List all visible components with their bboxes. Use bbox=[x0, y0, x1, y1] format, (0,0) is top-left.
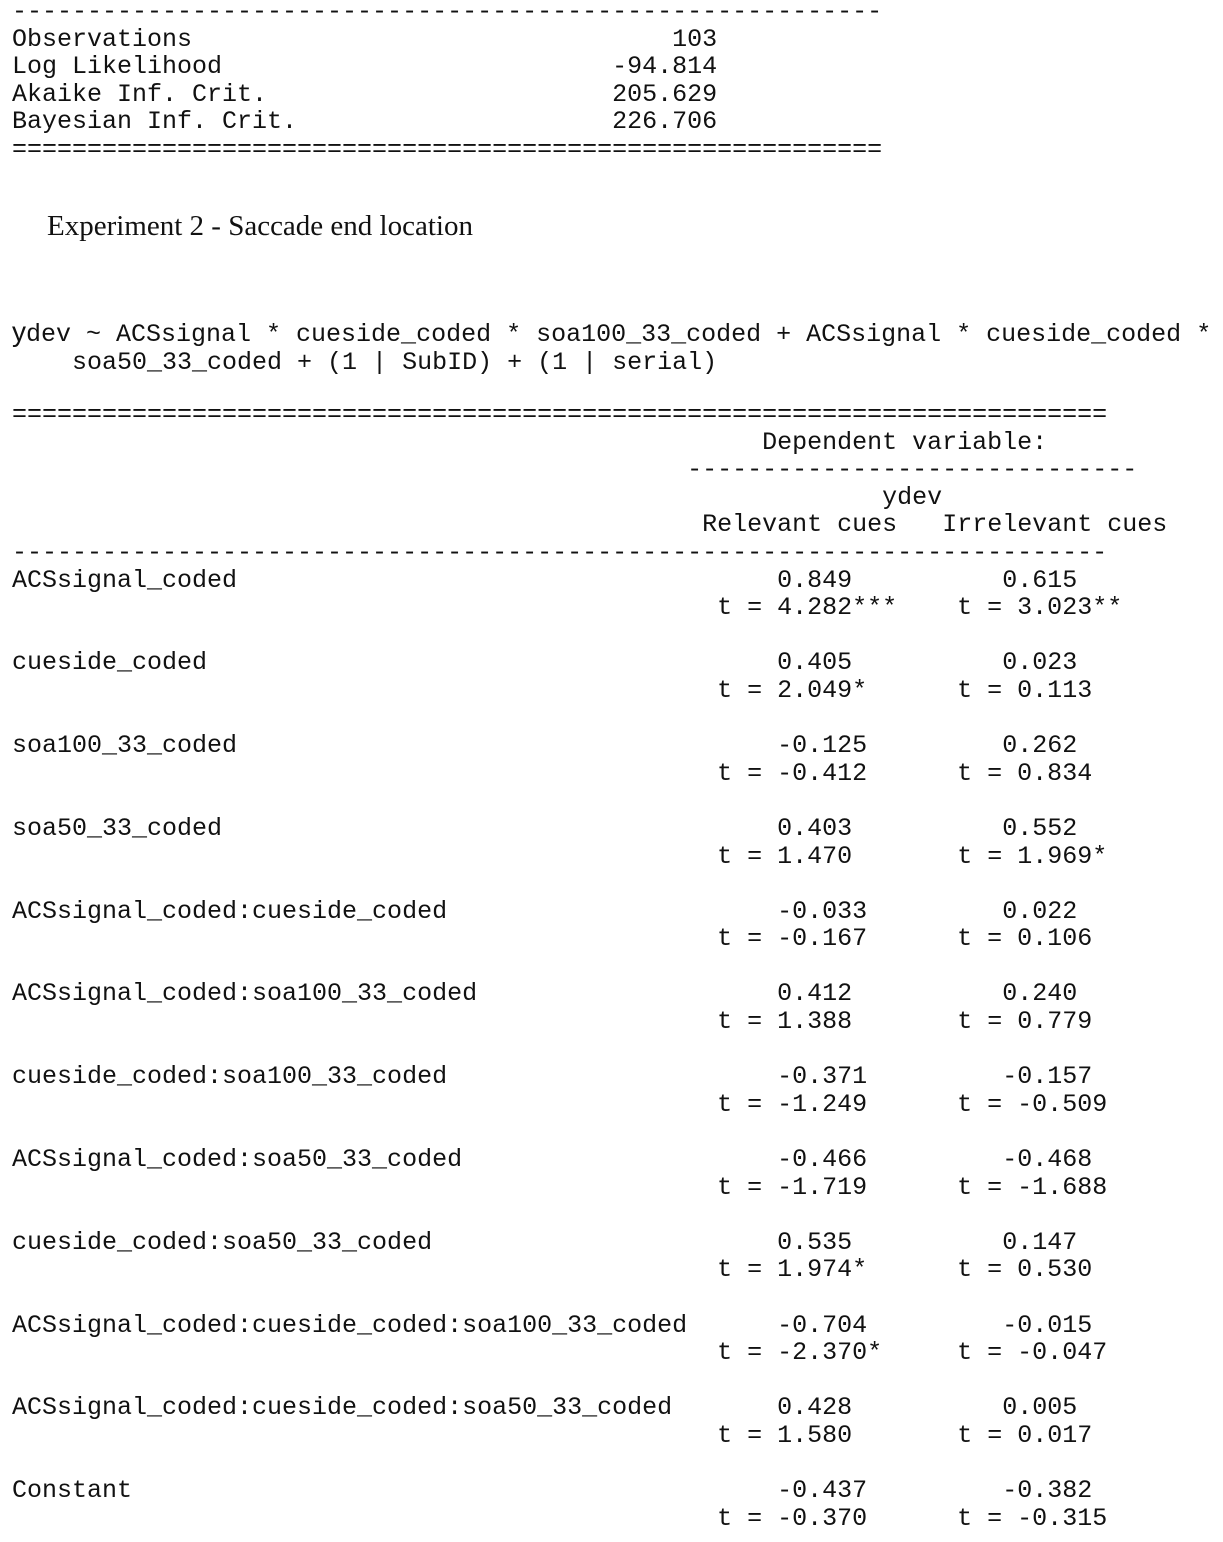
coef-relevant: 0.412 bbox=[777, 979, 853, 1009]
coef-relevant: 0.849 bbox=[777, 565, 853, 595]
coef-relevant: -0.125 bbox=[777, 731, 868, 761]
term-name: cueside_coded bbox=[12, 648, 208, 678]
coef-irrelevant: 0.262 bbox=[1002, 731, 1078, 761]
model-formula bbox=[12, 318, 1211, 376]
t-stat-relevant: t = -0.412 bbox=[717, 758, 868, 788]
term-name: soa100_33_coded bbox=[12, 731, 238, 761]
regression-table bbox=[12, 401, 1167, 1532]
formula-first-char: y bbox=[12, 316, 26, 347]
term-name: ACSsignal_coded:cueside_coded:soa50_33_coded bbox=[12, 1393, 673, 1423]
coef-relevant: -0.371 bbox=[777, 1062, 868, 1092]
formula-line-2: soa50_33_coded + (1 | SubID) + (1 | serial) bbox=[12, 347, 718, 377]
coef-irrelevant: -0.157 bbox=[1002, 1062, 1093, 1092]
term-name: cueside_coded:soa50_33_coded bbox=[12, 1227, 433, 1257]
stat-value: 226.706 bbox=[612, 107, 718, 137]
rule-double: ========================================================== bbox=[12, 134, 883, 164]
t-stat-irrelevant: t = -0.509 bbox=[957, 1089, 1108, 1119]
t-stat-irrelevant: t = 0.017 bbox=[957, 1420, 1093, 1450]
coef-relevant: 0.405 bbox=[777, 648, 853, 678]
t-stat-relevant: t = 1.974* bbox=[717, 1255, 868, 1285]
rule-dashed: ---------------------------------------------------------- bbox=[12, 0, 883, 26]
coef-relevant: -0.033 bbox=[777, 896, 868, 926]
term-name: ACSsignal_coded:cueside_coded:soa100_33_coded bbox=[12, 1310, 688, 1340]
t-stat-irrelevant: t = 0.834 bbox=[957, 758, 1093, 788]
term-name: soa50_33_coded bbox=[12, 813, 223, 843]
term-name: cueside_coded:soa100_33_coded bbox=[12, 1062, 448, 1092]
term-name: ACSsignal_coded:soa100_33_coded bbox=[12, 979, 478, 1009]
stat-label: Log Likelihood bbox=[12, 52, 223, 82]
rule-double: ========================================================================= bbox=[12, 400, 1108, 429]
dependent-variable-label: Dependent variable: bbox=[762, 427, 1048, 457]
coef-irrelevant: 0.615 bbox=[1002, 565, 1078, 595]
coef-relevant: -0.437 bbox=[777, 1476, 868, 1506]
coef-relevant: -0.704 bbox=[777, 1310, 868, 1340]
stat-label: Bayesian Inf. Crit. bbox=[12, 107, 298, 137]
dependent-variable-name: ydev bbox=[882, 482, 943, 512]
stat-value: 205.629 bbox=[612, 79, 718, 109]
coef-irrelevant: 0.147 bbox=[1002, 1227, 1078, 1257]
coef-irrelevant: -0.015 bbox=[1002, 1310, 1093, 1340]
column-header-relevant: Relevant cues bbox=[702, 510, 898, 540]
t-stat-relevant: t = -0.370 bbox=[717, 1503, 868, 1533]
term-name: ACSsignal_coded bbox=[12, 565, 238, 595]
coef-irrelevant: 0.023 bbox=[1002, 648, 1078, 678]
coef-irrelevant: 0.022 bbox=[1002, 896, 1078, 926]
t-stat-irrelevant: t = 0.530 bbox=[957, 1255, 1093, 1285]
coef-relevant: 0.535 bbox=[777, 1227, 853, 1257]
t-stat-relevant: t = 4.282*** bbox=[717, 593, 898, 623]
t-stat-relevant: t = 1.470 bbox=[717, 841, 853, 871]
coef-irrelevant: -0.382 bbox=[1002, 1476, 1093, 1506]
coef-irrelevant: 0.005 bbox=[1002, 1393, 1078, 1423]
rule-dashed-sub: ------------------------------ bbox=[687, 455, 1138, 485]
t-stat-relevant: t = 1.580 bbox=[717, 1420, 853, 1450]
term-name: ACSsignal_coded:soa50_33_coded bbox=[12, 1145, 463, 1175]
rule-dashed: ------------------------------------------------------------------------- bbox=[12, 537, 1108, 567]
stat-value: -94.814 bbox=[612, 52, 718, 82]
model-fit-statistics bbox=[12, 0, 882, 164]
formula-line-1: dev ~ ACSsignal * cueside_coded * soa100_33_coded + ACSsignal * cueside_coded * bbox=[26, 320, 1212, 349]
t-stat-irrelevant: t = -1.688 bbox=[957, 1172, 1108, 1202]
column-header-irrelevant: Irrelevant cues bbox=[942, 510, 1168, 540]
t-stat-relevant: t = -1.719 bbox=[717, 1172, 868, 1202]
t-stat-irrelevant: t = -0.315 bbox=[957, 1503, 1108, 1533]
coef-irrelevant: 0.240 bbox=[1002, 979, 1078, 1009]
coef-relevant: 0.428 bbox=[777, 1393, 853, 1423]
t-stat-relevant: t = -1.249 bbox=[717, 1089, 868, 1119]
t-stat-relevant: t = -2.370* bbox=[717, 1338, 883, 1368]
t-stat-irrelevant: t = 0.106 bbox=[957, 924, 1093, 954]
stat-label: Akaike Inf. Crit. bbox=[12, 79, 268, 109]
coef-relevant: 0.403 bbox=[777, 813, 853, 843]
t-stat-relevant: t = 2.049* bbox=[717, 675, 868, 705]
coef-irrelevant: -0.468 bbox=[1002, 1145, 1093, 1175]
t-stat-irrelevant: t = 3.023** bbox=[957, 593, 1123, 623]
term-name: Constant bbox=[12, 1476, 133, 1506]
stat-label: Observations bbox=[12, 24, 193, 54]
t-stat-irrelevant: t = 0.113 bbox=[957, 675, 1093, 705]
t-stat-irrelevant: t = 0.779 bbox=[957, 1007, 1093, 1037]
coef-relevant: -0.466 bbox=[777, 1145, 868, 1175]
term-name: ACSsignal_coded:cueside_coded bbox=[12, 896, 448, 926]
t-stat-relevant: t = 1.388 bbox=[717, 1007, 853, 1037]
coef-irrelevant: 0.552 bbox=[1002, 813, 1078, 843]
t-stat-relevant: t = -0.167 bbox=[717, 924, 868, 954]
t-stat-irrelevant: t = -0.047 bbox=[957, 1338, 1108, 1368]
stat-value: 103 bbox=[672, 24, 718, 54]
section-heading: Experiment 2 - Saccade end location bbox=[47, 210, 473, 242]
t-stat-irrelevant: t = 1.969* bbox=[957, 841, 1108, 871]
